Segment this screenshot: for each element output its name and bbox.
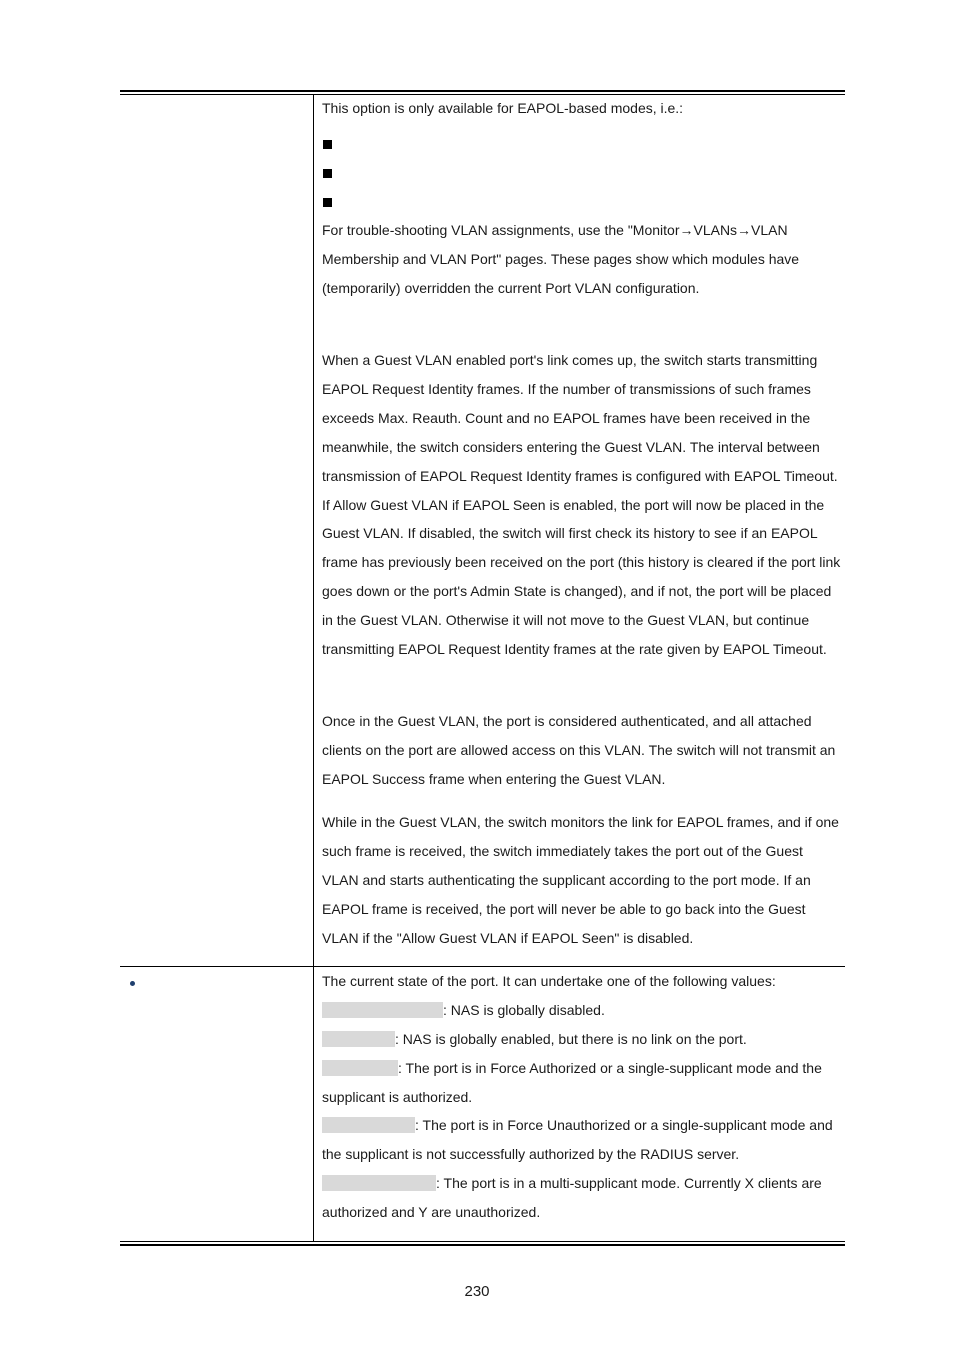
redacted-value-label — [322, 1060, 398, 1076]
port-state-intro: The current state of the port. It can undertake one of the following values: — [322, 973, 776, 989]
guest-vlan-paragraph-2: Once in the Guest VLAN, the port is considered authenticated, and all attached clients on the port are allowed access on this VLAN. The switch will not transmit an EAPOL Success frame when entering the Guest VLAN. — [322, 713, 836, 787]
redacted-value-label — [322, 1002, 443, 1018]
port-state-value-3: : The port is in Force Authorized or a single-supplicant mode and the supplicant is authorized. — [322, 1060, 822, 1105]
row-bullet-dot — [130, 981, 135, 986]
page-number: 230 — [464, 1283, 490, 1300]
table-bottom-rule-thin — [120, 1241, 845, 1242]
bullet-marker-2 — [323, 169, 332, 178]
redacted-value-label — [322, 1175, 436, 1191]
table-top-rule — [120, 90, 845, 92]
redacted-value-label — [322, 1117, 415, 1133]
troubleshoot-paragraph: For trouble-shooting VLAN assignments, use the "Monitor→VLANs→VLAN Membership and VLAN Port" pages. These pages show which modules have (temporarily) overridden the current Port VLAN configuration. — [322, 222, 800, 296]
port-state-value-4: : The port is in Force Unauthorized or a single-supplicant mode and the supplicant is not successfully authorized by the RADIUS server. — [322, 1117, 833, 1162]
table-bottom-rule — [120, 1244, 845, 1246]
port-state-value-2: : NAS is globally enabled, but there is no link on the port. — [322, 1025, 842, 1054]
guest-vlan-paragraph-3: While in the Guest VLAN, the switch monitors the link for EAPOL frames, and if one such frame is received, the switch immediately takes the port out of the Guest VLAN and starts authenticating the supplicant according to the port mode. If an EAPOL frame is received, the port will never be able to go back into the Guest VLAN if the "Allow Guest VLAN if EAPOL Seen" is disabled. — [322, 814, 839, 946]
bullet-marker-3 — [323, 198, 332, 207]
column-divider — [313, 95, 314, 1242]
eapol-modes-intro: This option is only available for EAPOL-based modes, i.e.: — [322, 100, 684, 116]
bullet-marker-1 — [323, 140, 332, 149]
port-state-value-1: : NAS is globally disabled. — [322, 996, 842, 1025]
port-state-value-5: : The port is in a multi-supplicant mode. Currently X clients are authorized and Y are unauthorized. — [322, 1175, 822, 1220]
guest-vlan-paragraph-1: When a Guest VLAN enabled port's link comes up, the switch starts transmitting EAPOL Request Identity frames. If the number of transmissions of such frames exceeds Max. Reauth. Count and no EAPOL frames have been received in the meanwhile, the switch considers entering the Guest VLAN. The interval between transmission of EAPOL Request Identity frames is configured with EAPOL Timeout. If Allow Guest VLAN if EAPOL Seen is enabled, the port will now be placed in the Guest VLAN. If disabled, the switch will first check its history to see if an EAPOL frame has previously been received on the port (this history is cleared if the port link goes down or the port's Admin State is changed), and if not, the port will be placed in the Guest VLAN. Otherwise it will not move to the Guest VLAN, but continue transmitting EAPOL Request Identity frames at the rate given by EAPOL Timeout. — [322, 352, 841, 658]
redacted-value-label — [322, 1031, 395, 1047]
